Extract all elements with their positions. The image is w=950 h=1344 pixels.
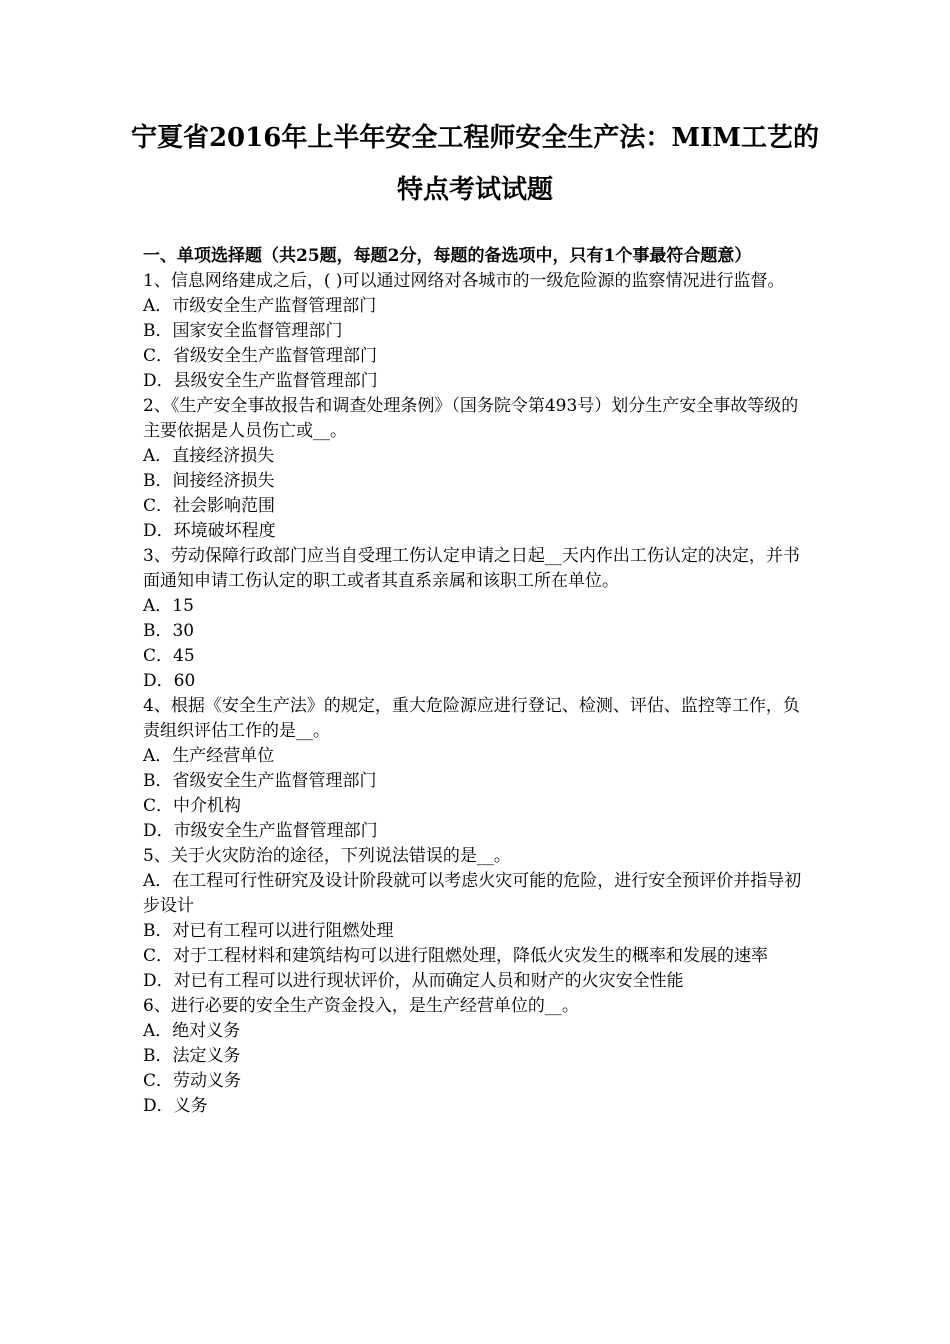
question-3-option-a: A．15 — [143, 596, 194, 616]
question-1-option-c: C．省级安全生产监督管理部门 — [143, 346, 378, 366]
question-5-stem: 5、关于火灾防治的途径，下列说法错误的是__。 — [143, 846, 511, 866]
document-title — [120, 112, 830, 216]
question-4-stem: 4、根据《安全生产法》的规定，重大危险源应进行登记、检测、评估、监控等工作，负责组织评估工作的是__。 — [143, 696, 800, 741]
question-6-option-b: B．法定义务 — [143, 1046, 241, 1066]
question-1-option-d: D．县级安全生产监督管理部门 — [143, 371, 378, 391]
question-2-option-a: A．直接经济损失 — [143, 446, 275, 466]
question-2-stem: 2、《生产安全事故报告和调查处理条例》（国务院令第493号）划分生产安全事故等级的主要依据是人员伤亡或__。 — [143, 396, 799, 441]
question-3-option-b: B．30 — [143, 621, 195, 641]
question-1-stem: 1、信息网络建成之后，( )可以通过网络对各城市的一级危险源的监察情况进行监督。 — [143, 271, 785, 291]
question-1-option-a: A．市级安全生产监督管理部门 — [143, 296, 377, 316]
question-3-stem: 3、劳动保障行政部门应当自受理工伤认定申请之日起__天内作出工伤认定的决定，并书面通知申请工伤认定的职工或者其直系亲属和该职工所在单位。 — [143, 546, 800, 591]
question-2-option-c: C．社会影响范围 — [143, 496, 276, 516]
question-5-option-a: A．在工程可行性研究及设计阶段就可以考虑火灾可能的危险，进行安全预评价并指导初步设计 — [143, 871, 802, 916]
document-title-line1: 宁夏省2016年上半年安全工程师安全生产法：MIM工艺的 — [130, 123, 820, 153]
question-1-option-b: B．国家安全监督管理部门 — [143, 321, 343, 341]
question-4-option-a: A．生产经营单位 — [143, 746, 275, 766]
question-6-option-c: C．劳动义务 — [143, 1071, 242, 1091]
question-5-option-b: B．对已有工程可以进行阻燃处理 — [143, 921, 394, 941]
question-3-option-d: D．60 — [143, 671, 196, 691]
question-list — [143, 244, 810, 1119]
question-5-option-d: D．对已有工程可以进行现状评价，从而确定人员和财产的火灾安全性能 — [143, 971, 684, 991]
question-2-option-d: D．环境破坏程度 — [143, 521, 276, 541]
question-3-option-c: C．45 — [143, 646, 195, 666]
question-6-option-a: A．绝对义务 — [143, 1021, 241, 1041]
question-5-option-c: C．对于工程材料和建筑结构可以进行阻燃处理，降低火灾发生的概率和发展的速率 — [143, 946, 769, 966]
section-heading: 一、单项选择题（共25题，每题2分，每题的备选项中，只有1个事最符合题意） — [143, 246, 752, 266]
question-2-option-b: B．间接经济损失 — [143, 471, 275, 491]
question-6-stem: 6、进行必要的安全生产资金投入，是生产经营单位的__。 — [143, 996, 579, 1016]
question-4-option-b: B．省级安全生产监督管理部门 — [143, 771, 377, 791]
question-6-option-d: D．义务 — [143, 1096, 208, 1116]
question-4-option-c: C．中介机构 — [143, 796, 242, 816]
question-4-option-d: D．市级安全生产监督管理部门 — [143, 821, 378, 841]
document-title-line2: 特点考试试题 — [396, 175, 553, 205]
